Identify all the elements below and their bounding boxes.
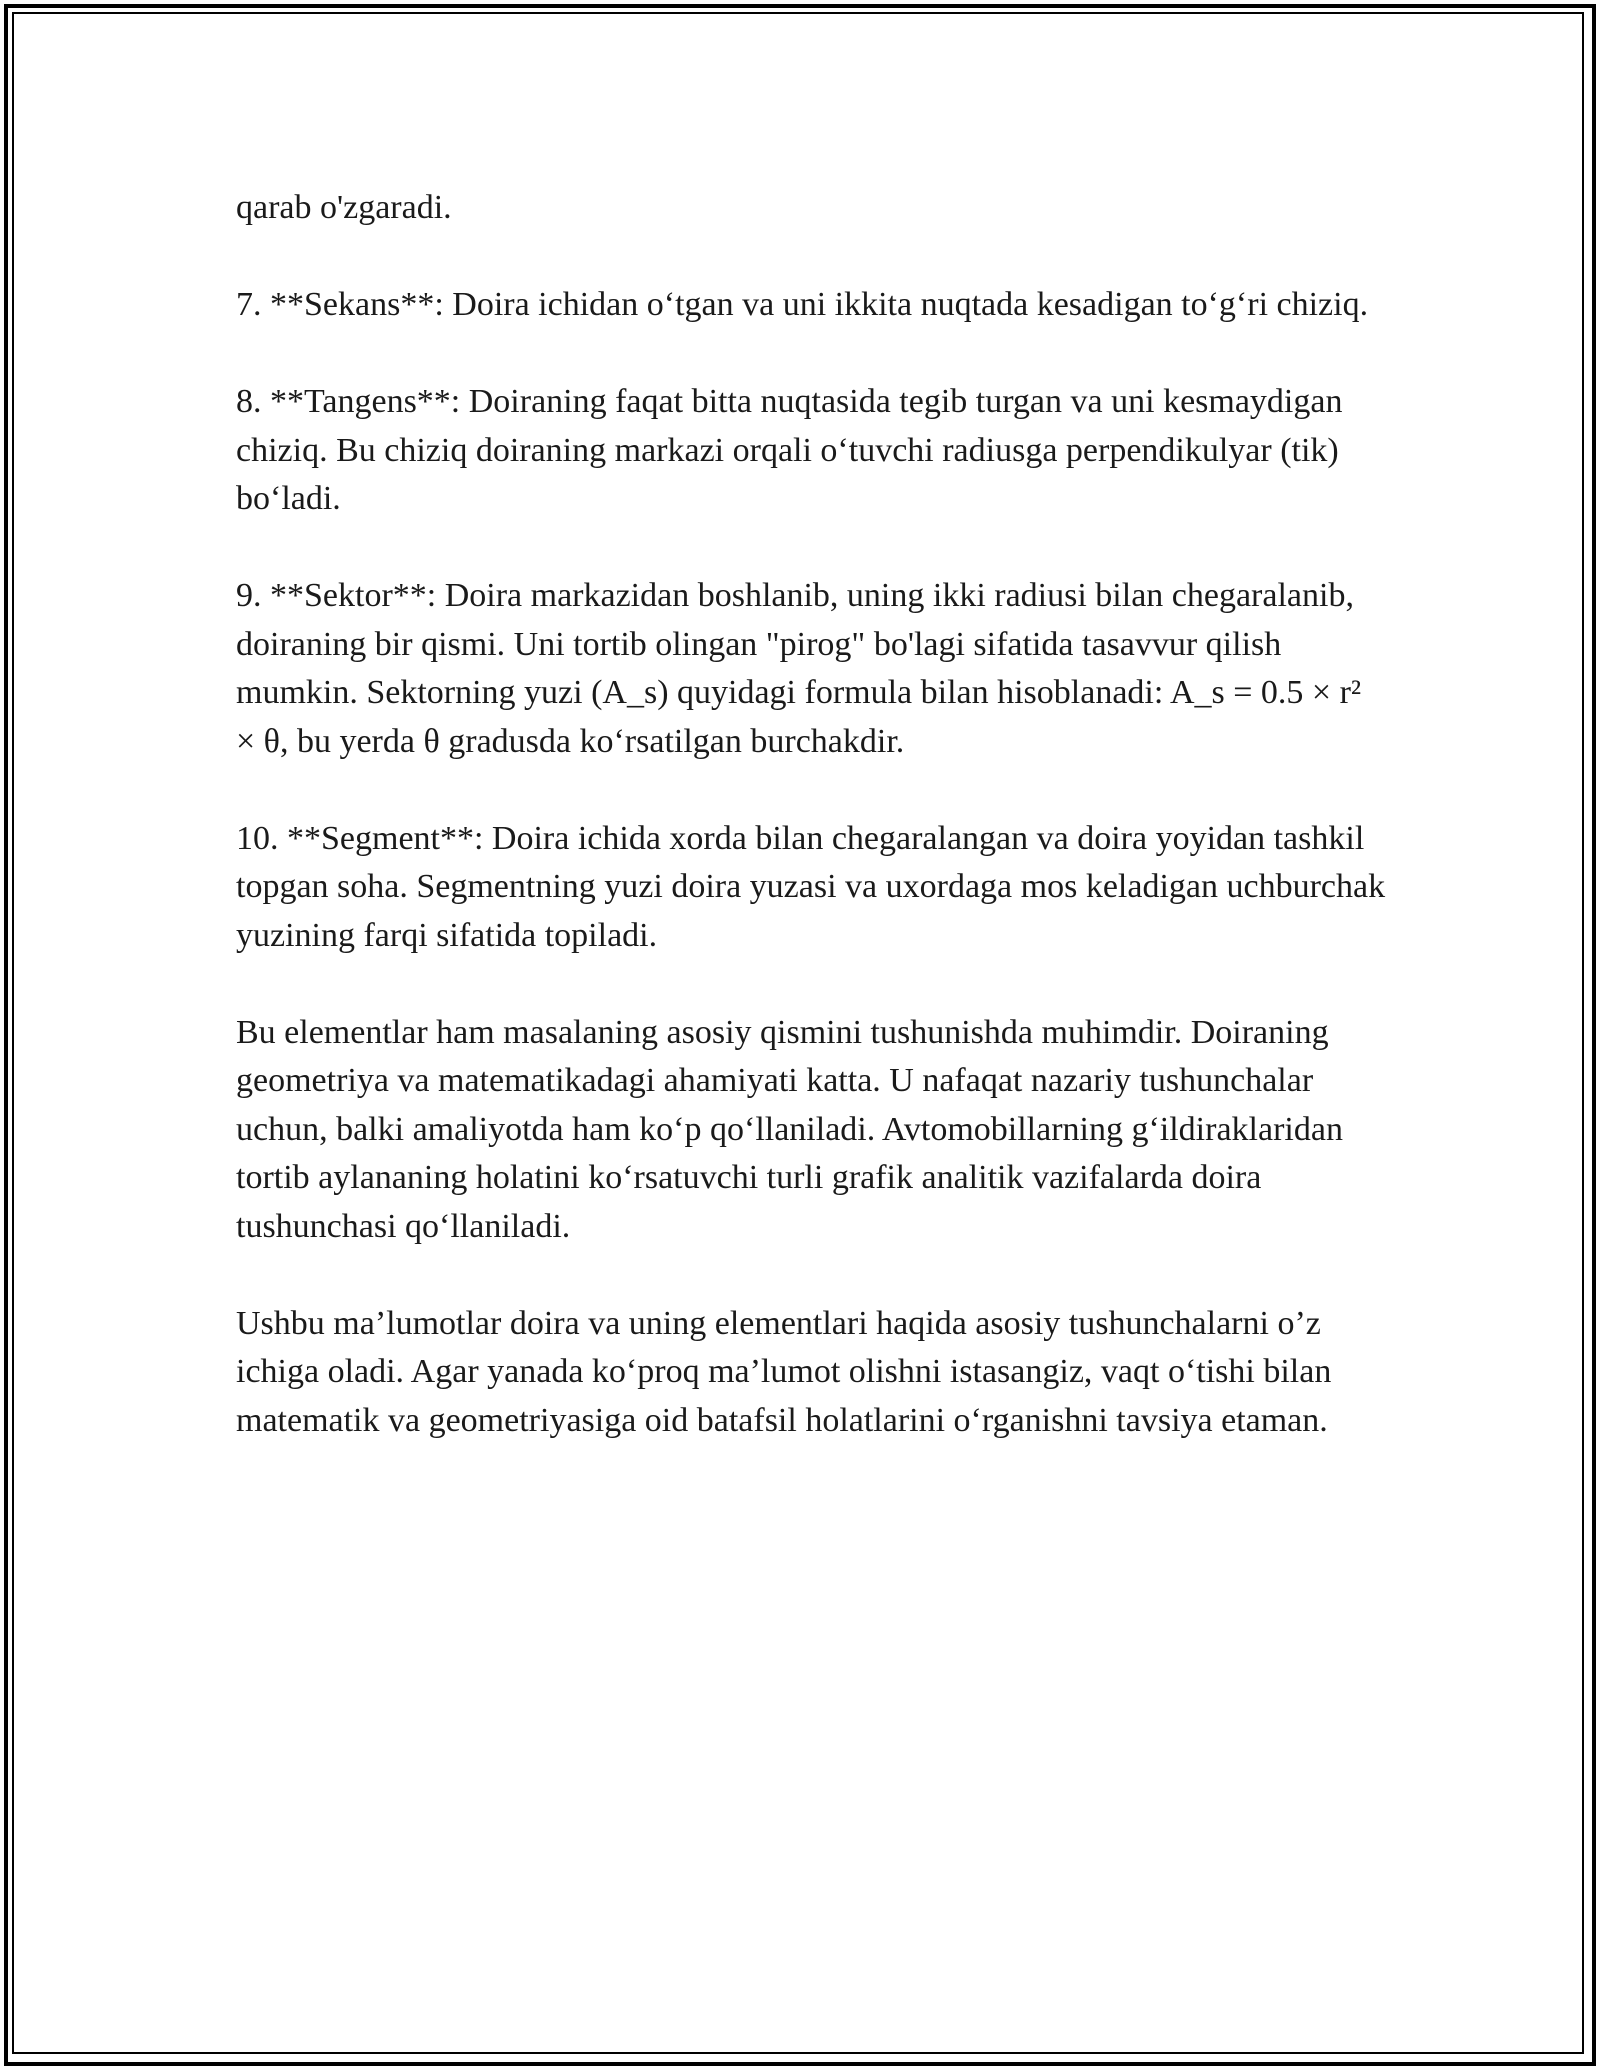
paragraph-importance: Bu elementlar ham masalaning asosiy qismini tushunishda muhimdir. Doiraning geometriya va matematikadagi ahamiyati katta. U nafaqat nazariy tushunchalar uchun, balki amaliyotda ham ko‘p qo‘llaniladi. Avtomobillarning g‘ildiraklaridan tortib aylananing holatini ko‘rsatuvchi turli grafik analitik vazifalarda doira tushunchasi qo‘llaniladi. [236, 1013, 1343, 1245]
paragraph-sekans: 7. **Sekans**: Doira ichidan o‘tgan va uni ikkita nuqtada kesadigan to‘g‘ri chiziq. [236, 286, 1369, 323]
paragraph-conclusion: Ushbu ma’lumotlar doira va uning elementlari haqida asosiy tushunchalarni o’z ichiga oladi. Agar yanada ko‘proq ma’lumot olishni istasangiz, vaqt o‘tishi bilan matematik va geometriyasiga oid batafsil holatlarini o‘rganishni tavsiya etaman. [236, 1304, 1332, 1439]
paragraph-continuation: qarab o'zgaradi. [236, 189, 452, 226]
document-body [236, 184, 1386, 1494]
paragraph-sektor: 9. **Sektor**: Doira markazidan boshlanib, uning ikki radiusi bilan chegaralanib, doiraning bir qismi. Uni tortib olingan "pirog" bo'lagi sifatida tasavvur qilish mumkin. Sektorning yuzi (A_s) quyidagi formula bilan hisoblanadi: A_s = 0.5 × r² × θ, bu yerda θ gradusda ko‘rsatilgan burchakdir. [236, 577, 1362, 760]
paragraph-tangens: 8. **Tangens**: Doiraning faqat bitta nuqtasida tegib turgan va uni kesmaydigan chiziq. Bu chiziq doiraning markazi orqali o‘tuvchi radiusga perpendikulyar (tik) bo‘ladi. [236, 383, 1343, 517]
paragraph-segment: 10. **Segment**: Doira ichida xorda bilan chegaralangan va doira yoyidan tashkil topgan soha. Segmentning yuzi doira yuzasi va uxordaga mos keladigan uchburchak yuzining farqi sifatida topiladi. [236, 819, 1386, 954]
